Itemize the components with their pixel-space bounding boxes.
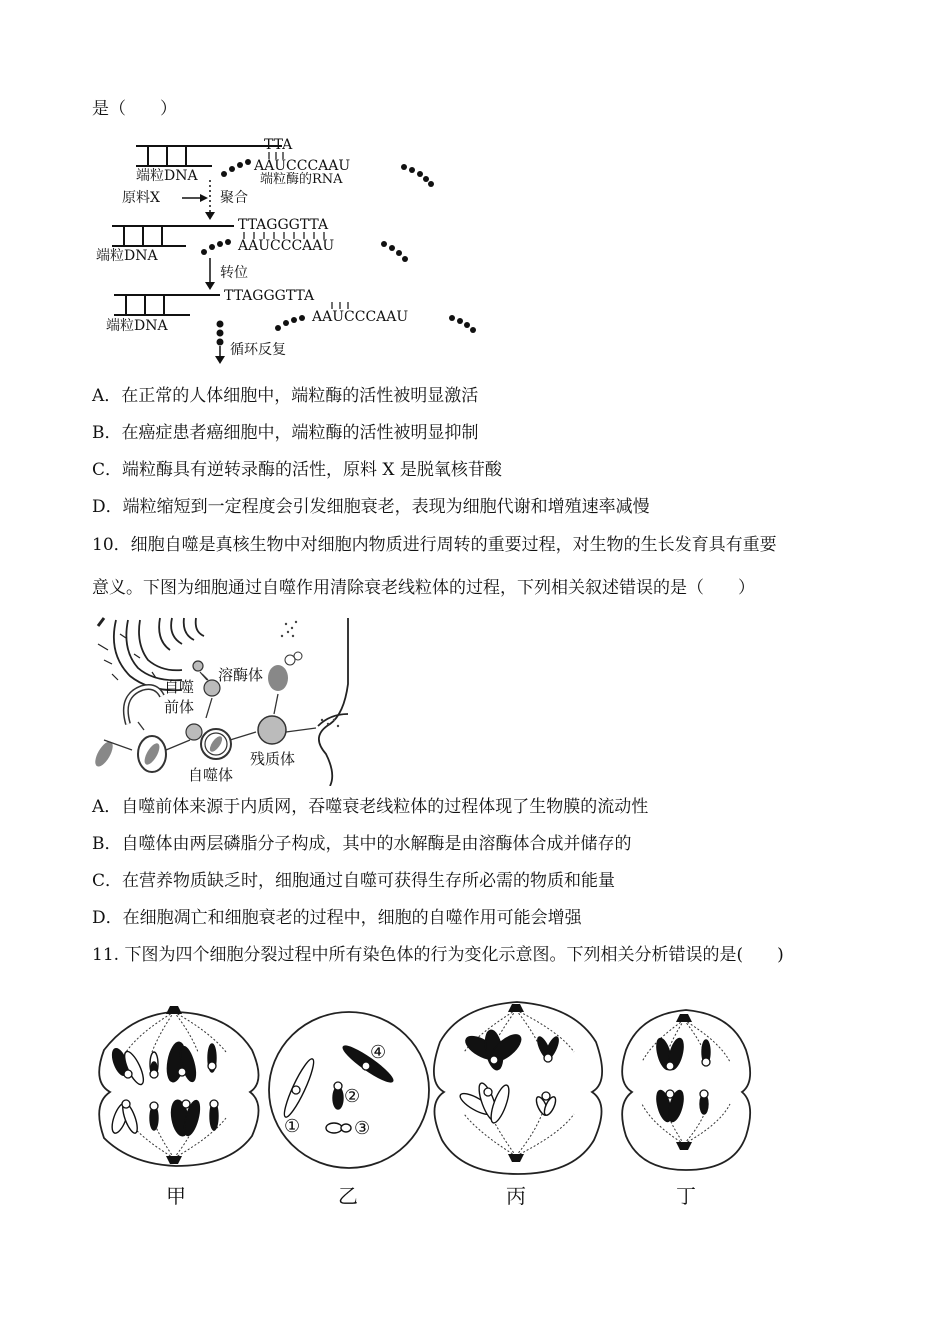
residual-body-label: 残质体	[250, 750, 296, 768]
q9-option-a: A．在正常的人体细胞中，端粒酶的活性被明显激活	[92, 386, 479, 406]
q9-option-d: D．端粒缩短到一定程度会引发细胞衰老，表现为细胞代谢和增殖速率减慢	[92, 497, 650, 517]
precursor-label-1: 自噬	[164, 678, 195, 696]
arrow1-label: 聚合	[220, 190, 248, 206]
autophagosome-label: 自噬体	[188, 766, 234, 784]
q9-option-b: B．在癌症患者癌细胞中，端粒酶的活性被明显抑制	[92, 423, 479, 443]
step1-top-strand: TTA	[264, 137, 293, 153]
step3-rna-seq: AAUCCCAAU	[312, 309, 409, 325]
q10-option-b: B．自噬体由两层磷脂分子构成，其中的水解酶是由溶酶体合成并储存的	[92, 834, 632, 854]
step2-dna-label: 端粒DNA	[96, 248, 158, 264]
q10-stem-line2: 意义。下图为细胞通过自噬作用清除衰老线粒体的过程，下列相关叙述错误的是（ ）	[92, 578, 755, 598]
telomerase-figure	[92, 132, 512, 372]
arrow3-label: 循环反复	[230, 342, 286, 358]
cell-label-ding: 丁	[676, 1184, 696, 1208]
precursor-label-2: 前体	[164, 698, 195, 716]
cell-label-jia: 甲	[166, 1184, 186, 1208]
step1-rna-label: 端粒酶的RNA	[260, 172, 343, 187]
q9-stem-tail: 是（ ）	[92, 99, 177, 119]
q10-option-d: D．在细胞凋亡和细胞衰老的过程中，细胞的自噬作用可能会增强	[92, 908, 582, 928]
step1-dna-label: 端粒DNA	[136, 168, 198, 184]
step2-rna-seq: AAUCCCAAU	[238, 238, 335, 254]
q10-stem-line1: 10．细胞自噬是真核生物中对细胞内物质进行周转的重要过程，对生物的生长发育具有重要	[92, 535, 777, 555]
q9-option-c: C．端粒酶具有逆转录酶的活性，原料 X 是脱氧核苷酸	[92, 460, 502, 480]
chromosome-mark-1: ①	[284, 1116, 301, 1137]
lysosome-label: 溶酶体	[218, 666, 264, 684]
q10-option-c: C．在营养物质缺乏时，细胞通过自噬可获得生存所必需的物质和能量	[92, 871, 616, 891]
step3-dna-label: 端粒DNA	[106, 318, 168, 334]
cell-division-figure	[90, 992, 870, 1178]
step1-rna-seq: AAUCCCAAU	[254, 158, 351, 174]
cell-label-yi: 乙	[338, 1184, 358, 1208]
arrow2-label: 转位	[220, 265, 248, 281]
chromosome-mark-3: ③	[354, 1118, 371, 1139]
chromosome-mark-2: ②	[344, 1086, 361, 1107]
step2-top-strand: TTAGGGTTA	[238, 217, 329, 233]
chromosome-mark-4: ④	[370, 1042, 387, 1063]
step3-top-strand: TTAGGGTTA	[224, 288, 315, 304]
q10-option-a: A．自噬前体来源于内质网，吞噬衰老线粒体的过程体现了生物膜的流动性	[92, 797, 649, 817]
raw-material-label: 原料X	[122, 190, 160, 206]
autophagy-figure	[90, 614, 360, 786]
q11-stem: 11. 下图为四个细胞分裂过程中所有染色体的行为变化示意图。下列相关分析错误的是( )	[92, 945, 784, 965]
cell-label-bing: 丙	[506, 1184, 526, 1208]
